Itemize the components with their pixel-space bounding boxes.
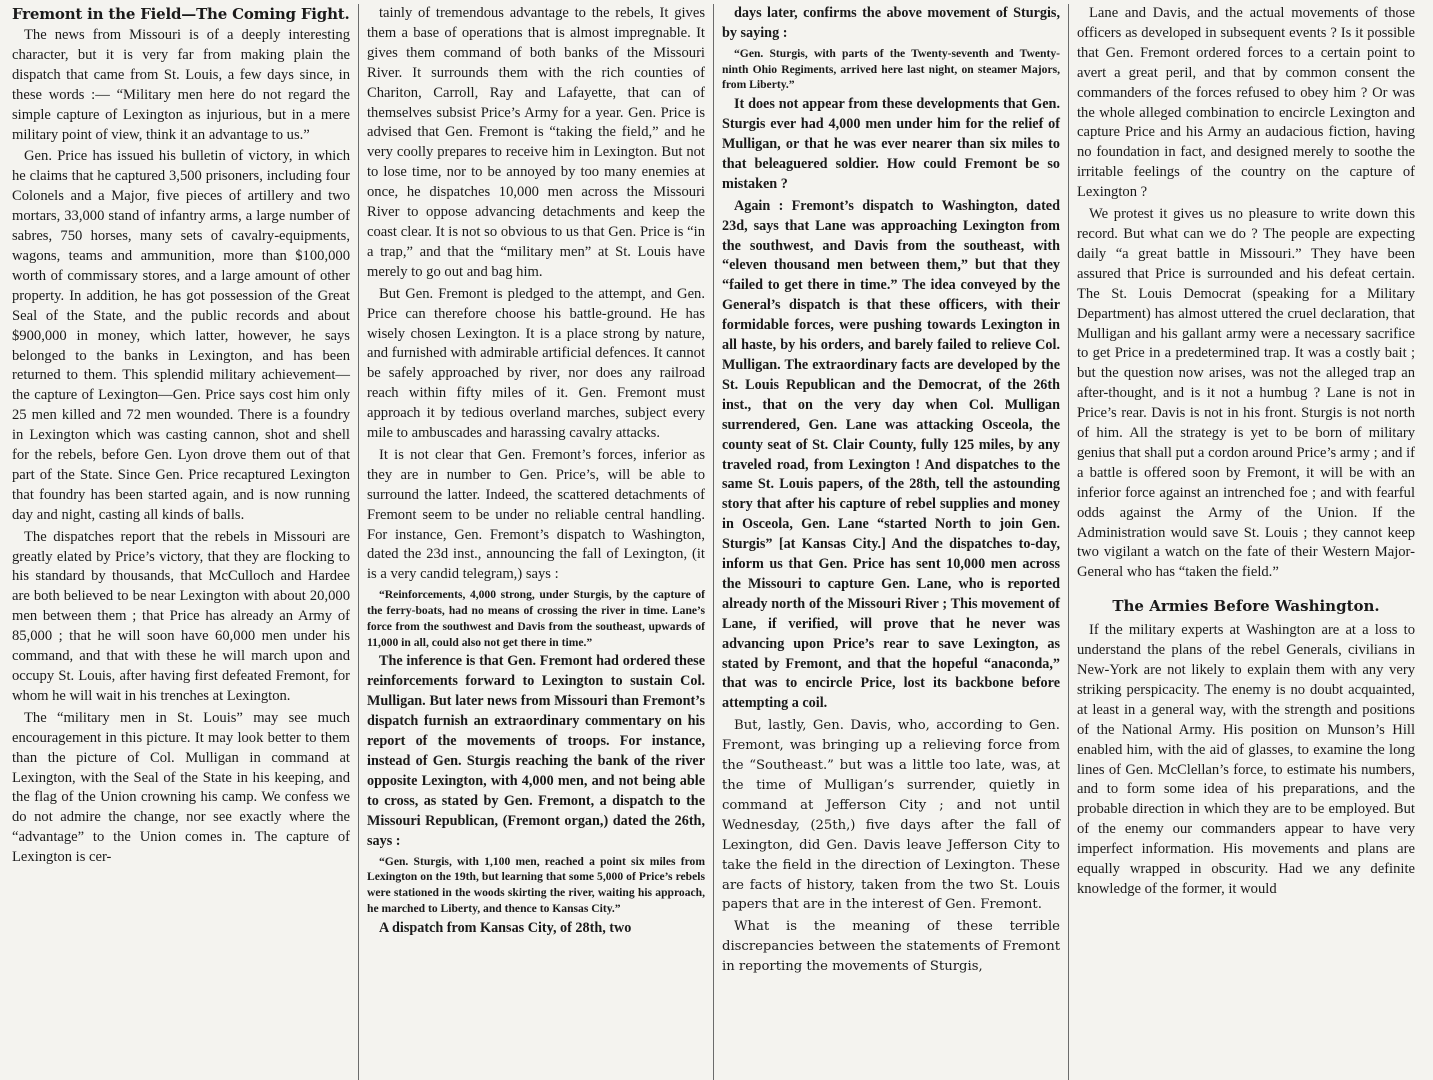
article-headline: Fremont in the Field—The Coming Fight. (12, 5, 350, 23)
block-quote: “Gen. Sturgis, with parts of the Twenty-seventh and Twenty-ninth Ohio Regiments, arrived here last night, on steamer Majors, from Liberty.” (722, 46, 1060, 92)
column-2 (359, 4, 713, 1080)
paragraph: Gen. Price has issued his bulletin of victory, in which he claims that he captured 3,500 prisoners, including four Colonels and a Major, five pieces of artillery and two mortars, 33,000 stand of infantry arms, a large number of sabres, 750 horses, many sets of cavalry-equipments, wagons, teams and ammunition, more than $100,000 worth of commissary stores, and a large amount of other property. In addition, he has got possession of the Great Seal of the State, and the public records and about $900,000 in money, which latter, however, he says belonged to the banks in Lexington, and has been returned to them. This splendid military achievement—the capture of Lexington—Gen. Price says cost him only 25 men killed and 72 men wounded. There is a foundry in Lexington which was casting cannon, shot and shell for the rebels, before Gen. Lyon drove them out of that part of the State. Since Gen. Price recaptured Lexington that foundry has been started again, and is now running day and night, casting all kinds of balls. (12, 148, 350, 523)
paragraph: The dispatches report that the rebels in Missouri are greatly elated by Price’s victory, that they are flocking to his standard by thousands, that McCulloch and Hardee are both believed to be near Lexington with about 20,000 men between them ; that Price has already an Army of 85,000 ; that he will soon have 60,000 men under his command, and that with these he will march upon and occupy St. Louis, after having first defeated Fremont, for whom he will wait in his trenches at Lexington. (12, 528, 350, 704)
paragraph: Again : Fremont’s dispatch to Washington, dated 23d, says that Lane was approaching Lexington from the southwest, and Davis from the southeast, with “eleven thousand men between them,” but that they “failed to get there in time.” The idea conveyed by the General’s dispatch is that these officers, with their formidable forces, were pushing towards Lexington in all haste, by his orders, and barely failed to relieve Col. Mulligan. The extraordinary facts are developed by the St. Louis Republican and the Democrat, of the 26th inst., that on the very day when Col. Mulligan surrendered, Gen. Lane was attacking Osceola, the county seat of St. Clair County, fully 125 miles, by any traveled road, from Lexington ! And dispatches to the same St. Louis papers, of the 28th, tell the astounding story that after his capture of rebel supplies and money in Osceola, Gen. Lane “started North to join Gen. Sturgis” [at Kansas City.] And the dispatches to-day, inform us that Gen. Price has sent 10,000 men across the Missouri to capture Gen. Lane, who is reported already north of the Missouri River ; This movement of Lane, if verified, will prove that he never was advancing upon Price’s rear to save Lexington, as stated by Fremont, and that the hopeful “anaconda,” that was to encircle Price, lost its backbone before attempting a coil. (722, 197, 1060, 712)
paragraph: The inference is that Gen. Fremont had ordered these reinforcements forward to Lexington to sustain Col. Mulligan. But later news from Missouri than Fremont’s dispatch furnish an extraordinary commentary on his report of the movements of troops. For instance, instead of Gen. Sturgis reaching the bank of the river opposite Lexington, with 4,000 men, and not being able to cross, as stated by Gen. Fremont, a dispatch to the Missouri Republican, (Fremont organ,) dated the 26th, says : (367, 653, 705, 849)
paragraph: If the military experts at Washington are at a loss to understand the plans of the rebel Generals, civilians in New-York are not likely to explain them with any very striking perspicacity. The enemy is no doubt acquainted, at least in a general way, with the strength and positions of the National Army. His position on Munson’s Hill enabled him, with the aid of glasses, to examine the long lines of Gen. McClellan’s force, to estimate his numbers, and to form some idea of his preparations, and the probable direction in which they are to be employed. But of the enemy our commanders appear to have very imperfect information. His movements and plans are equally wrapped in obscurity. Had we any definite knowledge of the former, it would (1077, 622, 1415, 897)
paragraph: But Gen. Fremont is pledged to the attempt, and Gen. Price can therefore choose his battle-ground. He has wisely chosen Lexington. It is a place strong by nature, and furnished with admirable artificial defences. It cannot be safely approached by river, nor does any railroad reach within fifty miles of it. Gen. Fremont must approach it by tedious overland marches, subject every mile to ambuscades and harassing cavalry attacks. (367, 285, 705, 442)
column-1 (4, 4, 358, 1080)
paragraph: What is the meaning of these terrible discrepancies between the statements of Fremont in reporting the movements of Sturgis, (722, 919, 1060, 975)
paragraph: But, lastly, Gen. Davis, who, according to Gen. Fremont, was bringing up a relieving force from the “Southeast.” but was a little too late, was, at the time of Mulligan’s surrender, quietly in command at Jefferson City ; and not until Wednesday, (25th,) five days after the fall of Lexington, did Gen. Davis leave Jefferson City to take the field in the direction of Lexington. These are facts of history, taken from the two St. Louis papers that are in the interest of Gen. Fremont. (722, 718, 1060, 913)
paragraph: The “military men in St. Louis” may see much encouragement in this picture. It may look better to them than the picture of Col. Mulligan in command at Lexington, with the Seal of the State in his keeping, and the flag of the Union crowning his camp. We confess we do not admire the change, nor see exactly where the “advantage” to the Union comes in. The capture of Lexington is cer- (12, 709, 350, 866)
paragraph: Lane and Davis, and the actual movements of those officers as developed in subsequent events ? Is it possible that Gen. Fremont ordered forces to a certain point to avert a great peril, and that by common consent the commanders of the forces refused to obey him ? Or was the whole alleged combination to encircle Lexington and capture Price and his Army an audacious fiction, having no foundation in fact, and designed merely to soothe the irritable feelings of the country on the capture of Lexington ? (1077, 5, 1415, 201)
block-quote: “Reinforcements, 4,000 strong, under Sturgis, by the capture of the ferry-boats, had no means of crossing the river in time. Lane’s force from the southwest and Davis from the southeast, upwards of 11,000 in all, could also not get there in time.” (367, 588, 705, 649)
paragraph: tainly of tremendous advantage to the rebels, It gives them a base of operations that is almost impregnable. It gives them command of both banks of the Missouri River. It surrounds them with the rich counties of Chariton, Carroll, Ray and Lafayette, that can of themselves subsist Price’s Army for a year. Gen. Price is advised that Gen. Fremont is “taking the field,” and he very coolly prepares to receive him in Lexington. But not to lose time, nor to be annoyed by too many enemies at once, he dispatches 10,000 men across the Missouri River to oppose advancing detachments and keep the coast clear. It is not so obvious to us that Gen. Price is “in a trap,” and that the “military men” at St. Louis have merely to go out and bag him. (367, 5, 705, 280)
column-3 (714, 4, 1068, 1080)
column-4 (1069, 4, 1423, 1080)
block-quote: “Gen. Sturgis, with 1,100 men, reached a point six miles from Lexington on the 19th, but learning that some 5,000 of Price’s rebels were stationed in the woods skirting the river, waiting his approach, he marched to Liberty, and thence to Kansas City.” (367, 854, 705, 915)
section-headline: The Armies Before Washington. (1112, 597, 1380, 616)
paragraph: A dispatch from Kansas City, of 28th, two (379, 919, 632, 936)
paragraph: days later, confirms the above movement of Sturgis, by saying : (722, 5, 1060, 41)
paragraph: It does not appear from these developments that Gen. Sturgis ever had 4,000 men under him for the relief of Mulligan, or that he was ever nearer than six miles to that beleaguered soldier. How could Fremont be so mistaken ? (722, 96, 1060, 192)
paragraph: The news from Missouri is of a deeply interesting character, but it is very far from making plain the dispatch that came from St. Louis, a few days since, in these words :— “Military men here do not regard the simple capture of Lexington as injurious, but in a mere military point of view, think it an advantage to us.” (12, 27, 350, 143)
paragraph: It is not clear that Gen. Fremont’s forces, inferior as they are in number to Gen. Price’s, will be able to surround the latter. Indeed, the scattered detachments of Fremont seem to be under no reliable central handling. For instance, Gen. Fremont’s dispatch to Washington, dated the 23d inst., announcing the fall of Lexington, (it is a very candid telegram,) says : (367, 446, 705, 583)
paragraph: We protest it gives us no pleasure to write down this record. But what can we do ? The people are expecting daily “a great battle in Missouri.” They have been assured that Price is surrounded and his defeat certain. The St. Louis Democrat (speaking for a Military Department) has almost uttered the cruel declaration, that Mulligan and his gallant army were a necessary sacrifice to get Price in a predetermined trap. It was a costly bait ; but the question now arises, was not the alleged trap an after-thought, and is it not a humbug ? Lane is not in Price’s rear. Davis is not in his front. Sturgis is not north of him. All the strategy is yet to be born of military genius that shall put a cordon around Price’s army ; and if a battle is offered soon by Fremont, it will be with an inferior force against an intrenched foe ; and with fearful odds against the Army of the Union. If the Administration would save St. Louis ; they cannot keep two vigilant a watch on the fate of their Western Major-General who has “taken the field.” (1077, 206, 1415, 581)
